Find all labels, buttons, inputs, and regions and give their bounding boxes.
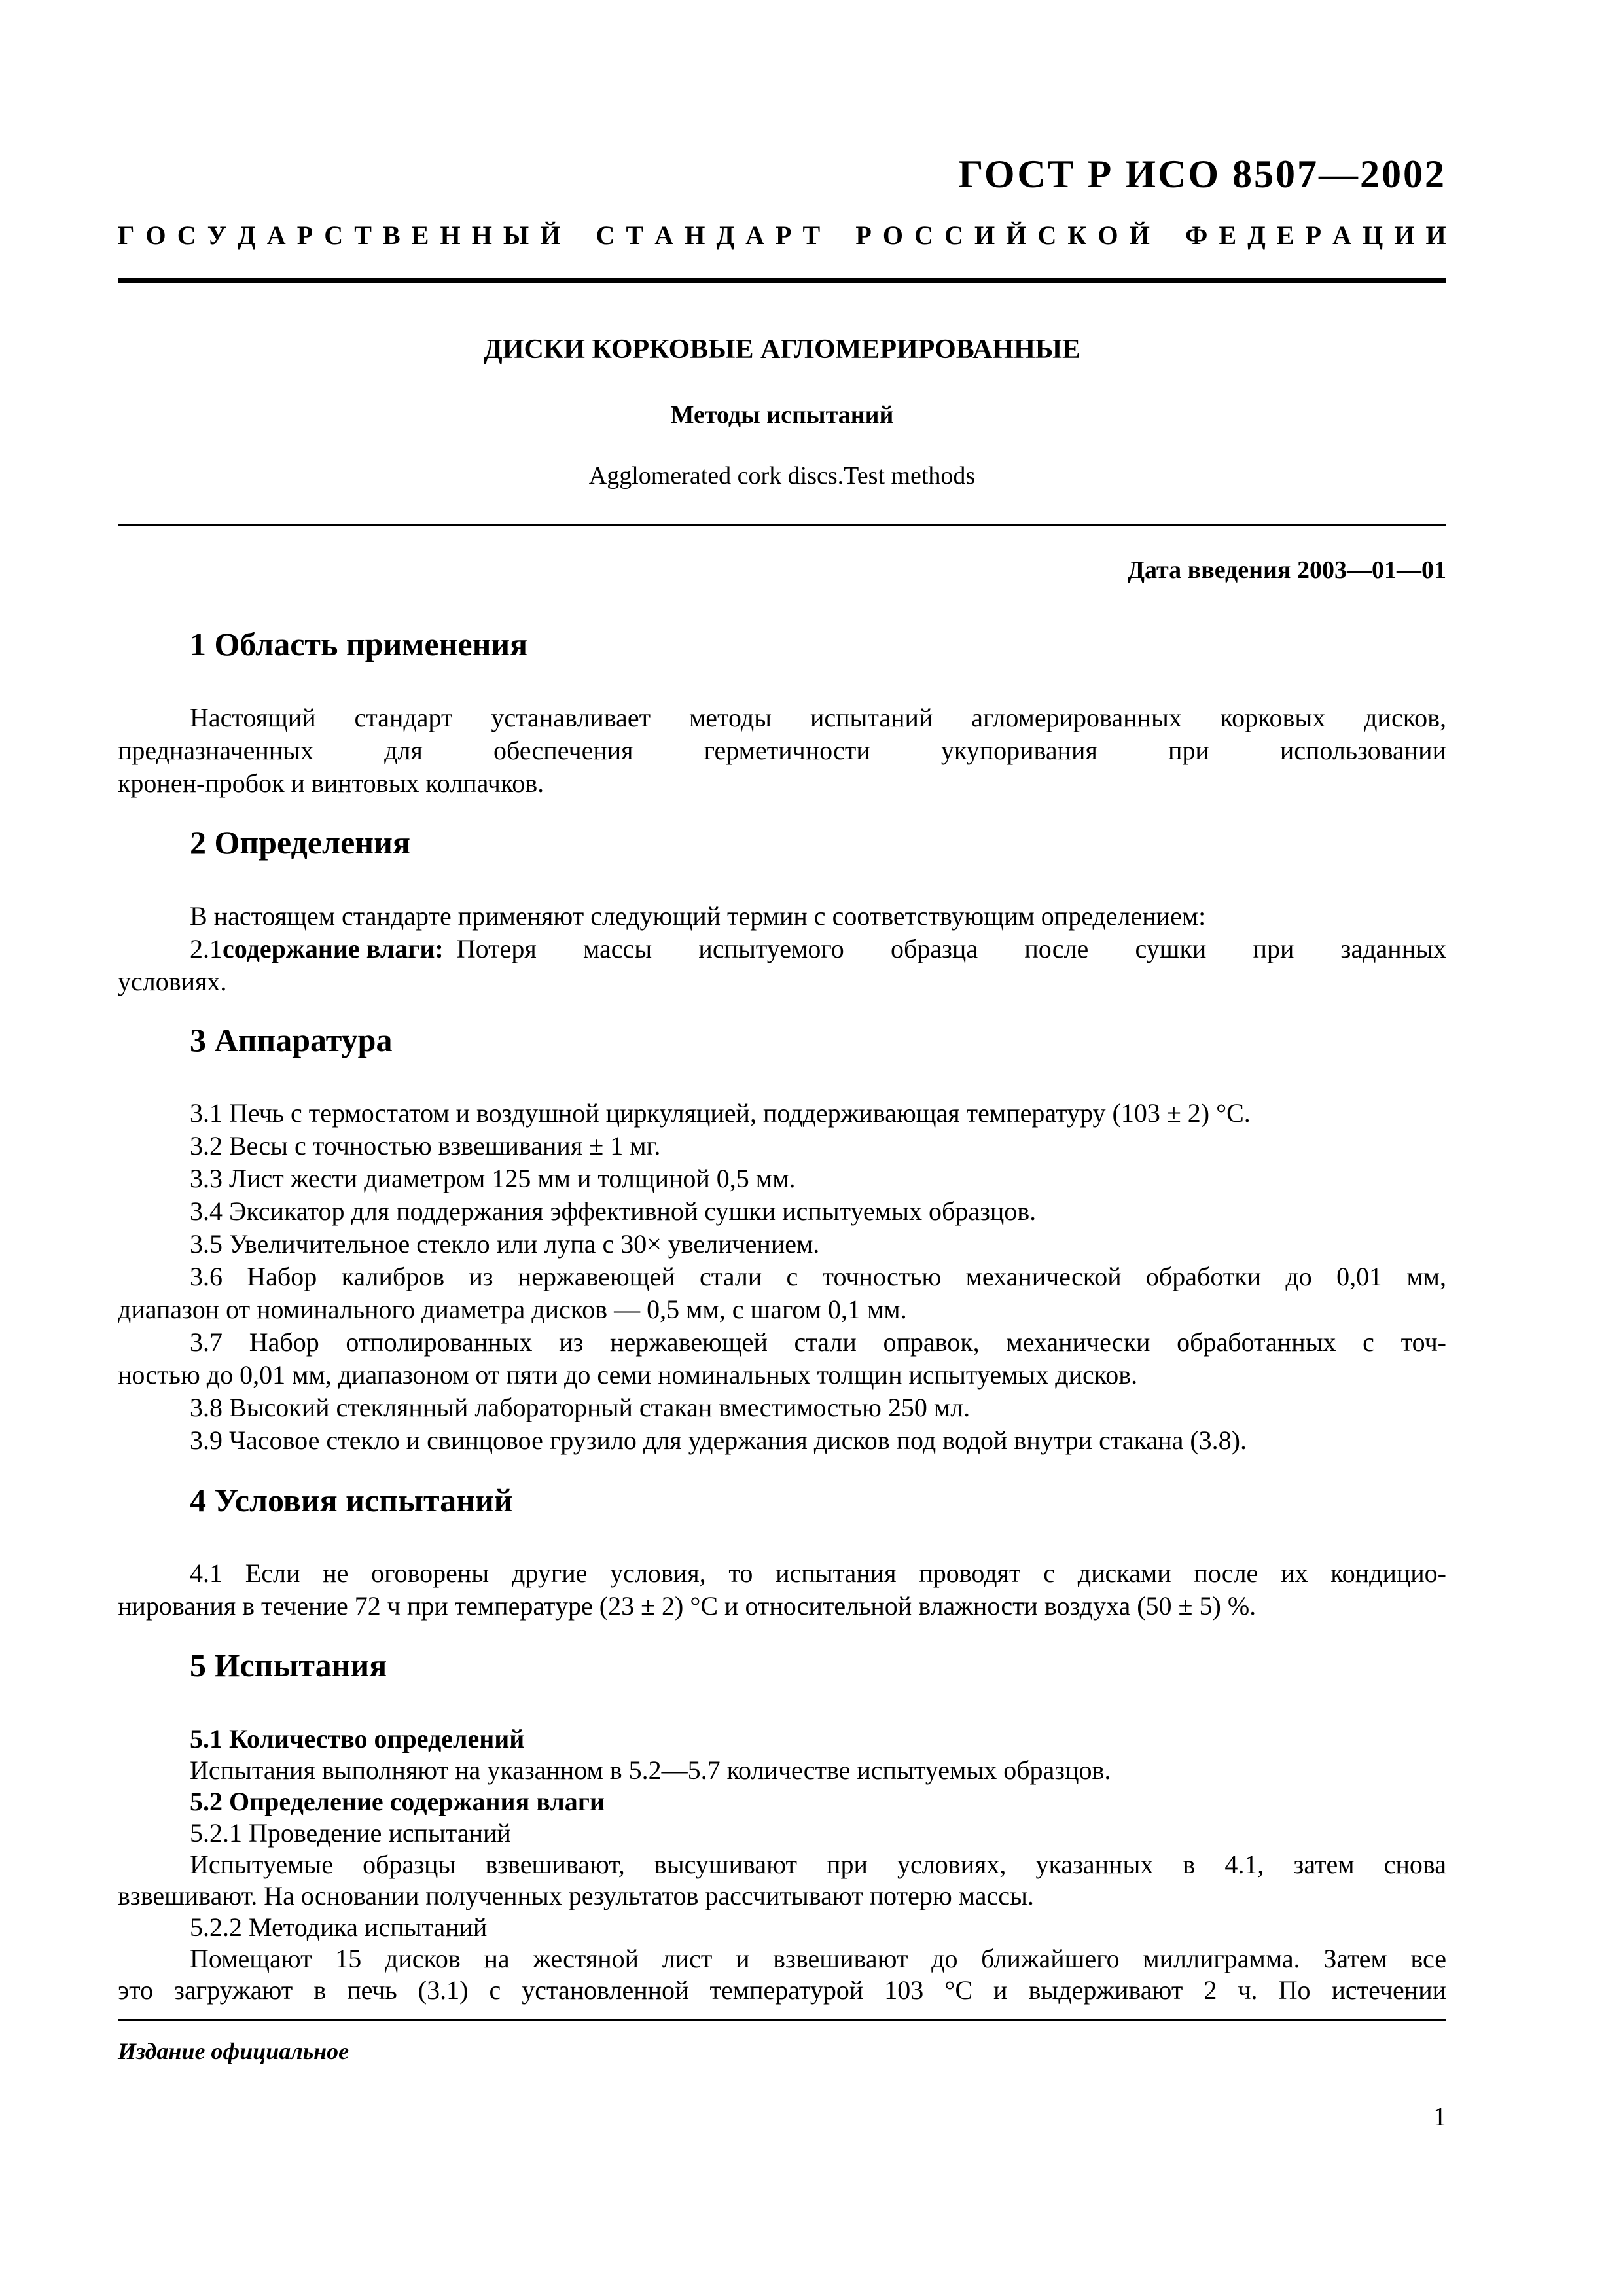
footer-rule: [118, 2019, 1446, 2021]
introduction-date: Дата введения 2003—01—01: [1127, 556, 1446, 584]
section-2-line: условиях.: [118, 967, 227, 996]
edition-label: Издание официальное: [118, 2038, 349, 2064]
apparatus-item: 3.4 Эксикатор для поддержания эффективной сушки испытуемых образцов.: [190, 1196, 1037, 1226]
term-definition: Потеря массы испытуемого образца после сушки при заданных: [456, 934, 1446, 963]
section-4-line: 4.1 Если не оговорены другие условия, то испытания проводят с дисками после их кондицио-: [190, 1558, 1446, 1588]
term-number: 2.1: [190, 934, 223, 963]
apparatus-item: 3.6 Набор калибров из нержавеющей стали с точностью механической обработки до 0,01 мм,: [190, 1262, 1446, 1291]
section-5-line: Испытания выполняют на указанном в 5.2—5.7 количестве испытуемых образцов.: [190, 1755, 1111, 1785]
apparatus-item: 3.2 Весы с точностью взвешивания ± 1 мг.: [190, 1131, 661, 1160]
section-4-line: нирования в течение 72 ч при температуре (23 ± 2) °С и относительной влажности воздуха (50 ± 5) %.: [118, 1591, 1257, 1621]
section-1-heading: 1 Область применения: [190, 626, 528, 662]
subsection-heading: 5.2.2 Методика испытаний: [190, 1912, 488, 1942]
state-standard-header: Г О С У Д А Р С Т В Е Н Н Ы Й С Т А Н Д А Р Т Р О С С И Й С К О Й Ф Е Д Е Р А Ц И И: [118, 221, 1446, 250]
section-5-line: взвешивают. На основании полученных результатов рассчитывают потерю массы.: [118, 1881, 1034, 1910]
section-5-line: Помещают 15 дисков на жестяной лист и взвешивают до ближайшего миллиграмма. Затем все: [190, 1944, 1446, 1973]
section-1-line: Настоящий стандарт устанавливает методы испытаний агломерированных корковых дисков,: [190, 703, 1446, 732]
term-definition-line: [118, 933, 1446, 965]
apparatus-item: 3.9 Часовое стекло и свинцовое грузило для удержания дисков под водой внутри стакана (3.8).: [190, 1426, 1247, 1455]
page-number: 1: [1433, 2102, 1446, 2131]
header-rule: [118, 278, 1446, 283]
apparatus-item: 3.7 Набор отполированных из нержавеющей стали оправок, механически обработанных с точ-: [190, 1327, 1446, 1357]
english-title: Agglomerated cork discs.Test methods: [588, 462, 976, 490]
subsection-heading: 5.1 Количество определений: [190, 1724, 525, 1753]
apparatus-item-continued: диапазон от номинального диаметра дисков — 0,5 мм, с шагом 0,1 мм.: [118, 1295, 907, 1324]
document-code: ГОСТ Р ИСО 8507—2002: [958, 152, 1446, 196]
section-5-heading: 5 Испытания: [190, 1647, 387, 1683]
apparatus-item: 3.8 Высокий стеклянный лабораторный стакан вместимостью 250 мл.: [190, 1393, 971, 1422]
title-rule: [118, 524, 1446, 526]
apparatus-item-continued: ностью до 0,01 мм, диапазоном от пяти до семи номинальных толщин испытуемых дисков.: [118, 1360, 1138, 1390]
section-5-line: это загружают в печь (3.1) с установленной температурой 103 °С и выдерживают 2 ч. По истечении: [118, 1975, 1446, 2005]
document-page: [118, 0, 1446, 2296]
section-3-heading: 3 Аппаратура: [190, 1022, 393, 1058]
section-1-line: кронен-пробок и винтовых колпачков.: [118, 768, 544, 798]
section-1-line: предназначенных для обеспечения герметичности укупоривания при использовании: [118, 736, 1446, 765]
section-2-line: В настоящем стандарте применяют следующий термин с соответствующим определением:: [190, 901, 1206, 931]
apparatus-item: 3.3 Лист жести диаметром 125 мм и толщиной 0,5 мм.: [190, 1164, 796, 1193]
document-title: ДИСКИ КОРКОВЫЕ АГЛОМЕРИРОВАННЫЕ: [483, 334, 1081, 365]
section-2-heading: 2 Определения: [190, 824, 410, 861]
section-5-line: Испытуемые образцы взвешивают, высушивают при условиях, указанных в 4.1, затем снова: [190, 1850, 1446, 1879]
apparatus-item: 3.1 Печь с термостатом и воздушной циркуляцией, поддерживающая температуру (103 ± 2) °С.: [190, 1098, 1251, 1128]
subsection-heading: 5.2 Определение содержания влаги: [190, 1787, 605, 1816]
term-name: содержание влаги:: [223, 934, 444, 963]
section-4-heading: 4 Условия испытаний: [190, 1482, 513, 1518]
subsection-heading: 5.2.1 Проведение испытаний: [190, 1818, 511, 1848]
apparatus-item: 3.5 Увеличительное стекло или лупа с 30× увеличением.: [190, 1229, 820, 1259]
document-subtitle: Методы испытаний: [670, 401, 894, 429]
